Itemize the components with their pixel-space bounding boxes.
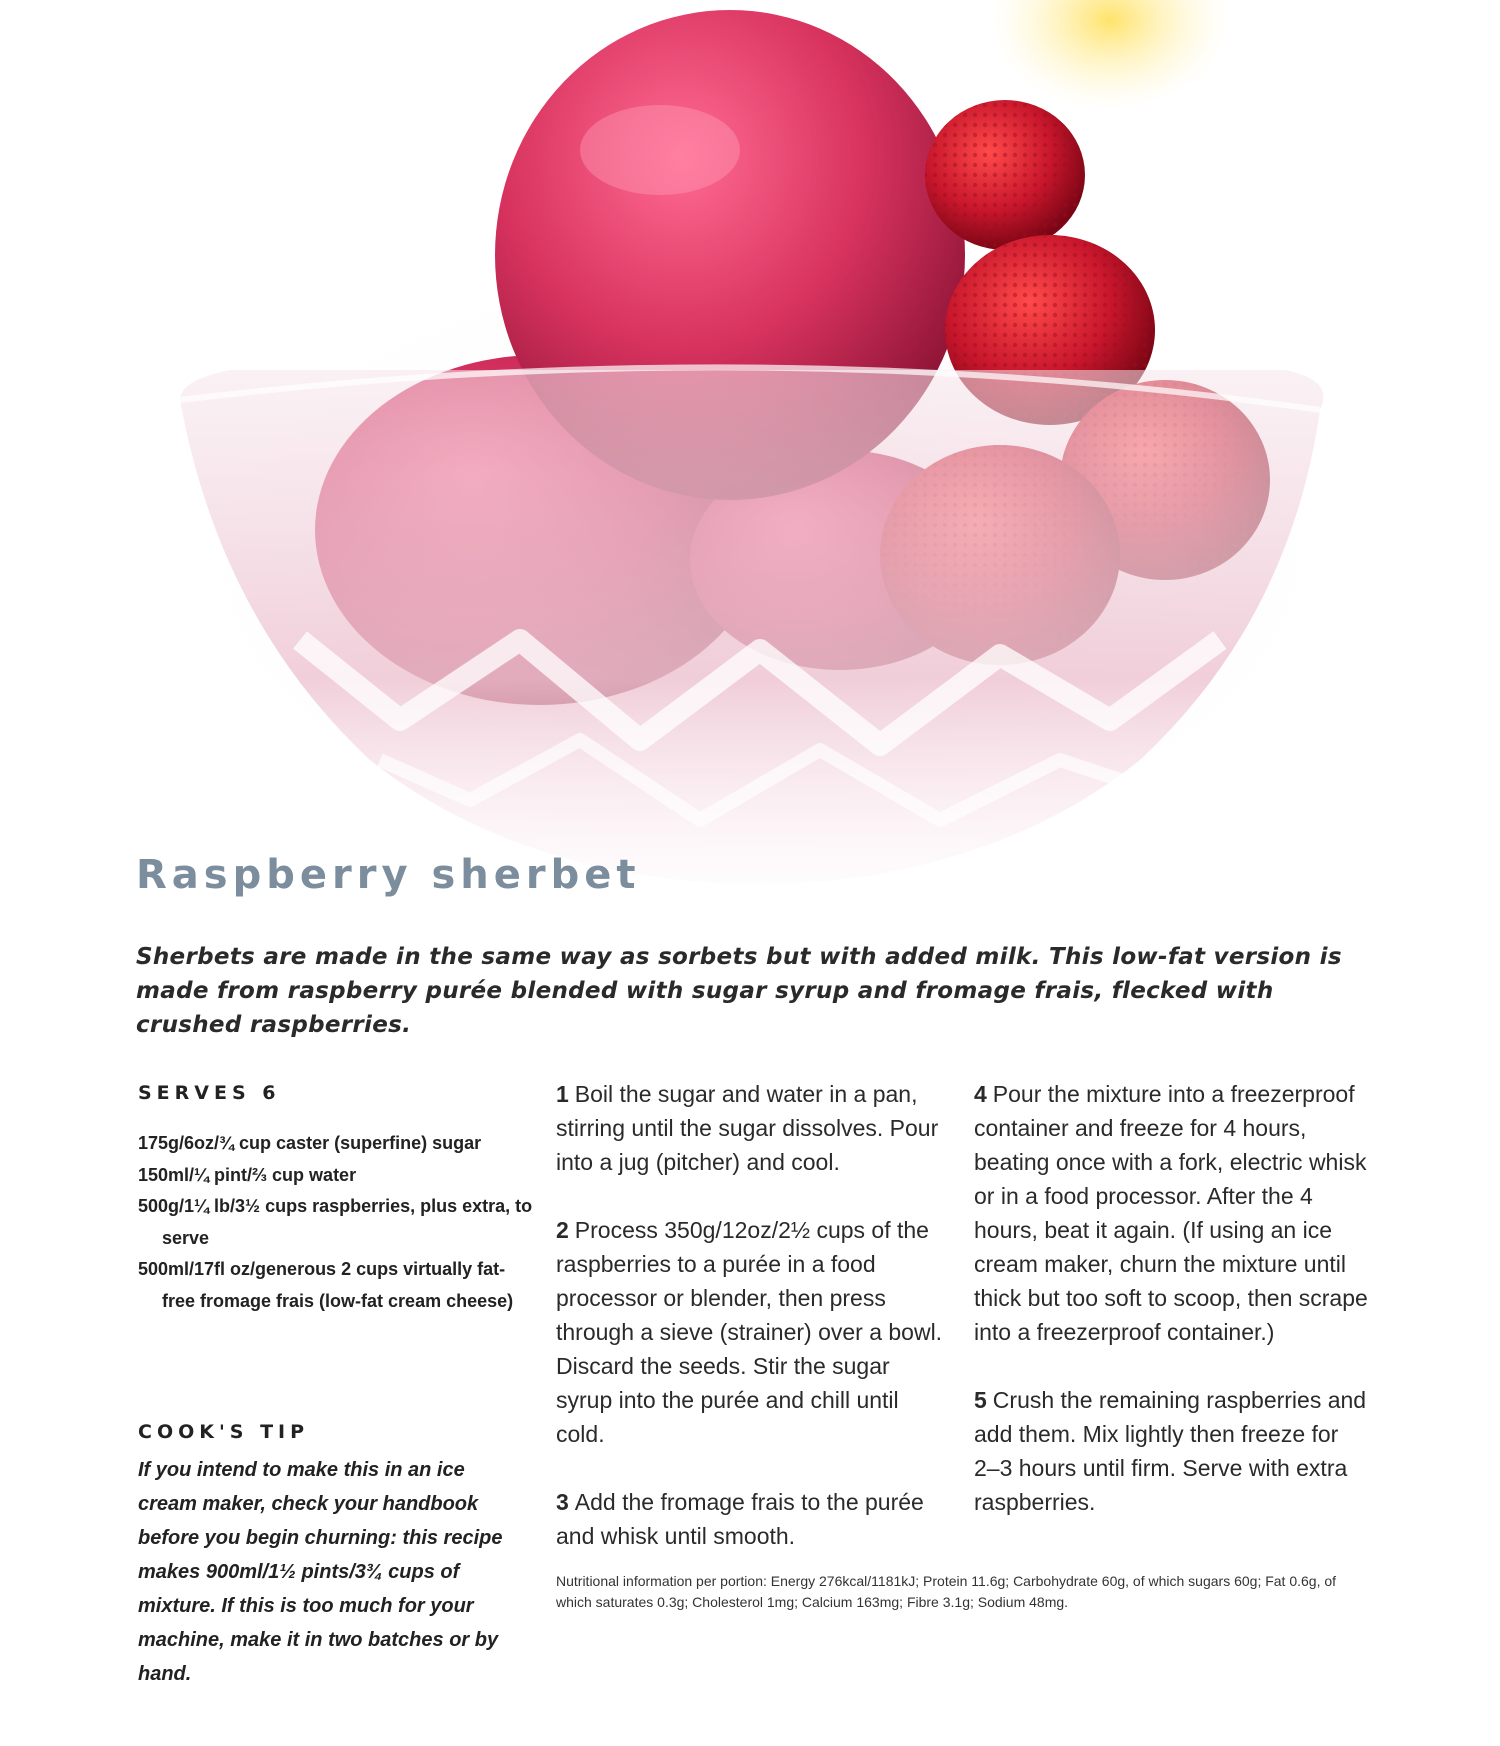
method-step	[556, 1077, 951, 1179]
step-text: Process 350g/12oz/2½ cups of the raspberries to a purée in a food processor or blender, then press through a sieve (strainer) over a bowl. Discard the seeds. Stir the sugar syrup into the purée and chill until cold.	[556, 1217, 943, 1447]
step-number: 1	[556, 1081, 569, 1107]
step-number: 5	[974, 1387, 987, 1413]
step-text: Boil the sugar and water in a pan, stirring until the sugar dissolves. Pour into a jug (pitcher) and cool.	[556, 1081, 939, 1175]
method-step	[974, 1077, 1369, 1349]
step-number: 3	[556, 1489, 569, 1515]
ingredient-item: 175g/6oz/¾ cup caster (superfine) sugar	[138, 1133, 482, 1153]
method-column-2	[974, 1077, 1369, 1553]
cooks-tip-heading: COOK'S TIP	[138, 1421, 310, 1443]
method-step	[556, 1485, 951, 1553]
method-step	[556, 1213, 951, 1451]
step-text: Add the fromage frais to the purée and whisk until smooth.	[556, 1489, 924, 1549]
ingredients-list	[138, 1128, 538, 1317]
ingredient-item: 500g/1¼ lb/3½ cups raspberries, plus extra, to serve	[138, 1196, 533, 1248]
ingredient-item: 500ml/17fl oz/generous 2 cups virtually fat-free fromage frais (low-fat cream cheese)	[138, 1259, 514, 1311]
cooks-tip-text: If you intend to make this in an ice cream maker, check your handbook before you begin churning: this recipe makes 900ml/1½ pints/3¾ cups of mixture. If this is too much for your machine, make it in two batches or by hand.	[138, 1459, 503, 1685]
recipe-intro: Sherbets are made in the same way as sorbets but with added milk. This low-fat version is made from raspberry purée blended with sugar syrup and fromage frais, flecked with crushed raspberries.	[136, 944, 1342, 1038]
serves-heading: SERVES 6	[138, 1082, 281, 1104]
method-step	[974, 1383, 1369, 1519]
method-column-1	[556, 1077, 951, 1587]
step-text: Pour the mixture into a freezerproof container and freeze for 4 hours, beating once with a fork, electric whisk or in a food processor. After the 4 hours, beat it again. (If using an ice cream maker, churn the mixture until thick but too soft to scoop, then scrape into a freezerproof container.)	[974, 1081, 1368, 1345]
recipe-title: Raspberry sherbet	[136, 852, 641, 898]
step-number: 2	[556, 1217, 569, 1243]
nutrition-info: Nutritional information per portion: Energy 276kcal/1181kJ; Protein 11.6g; Carbohydrate 60g, of which sugars 60g; Fat 0.6g, of which saturates 0.3g; Cholesterol 1mg; Calcium 163mg; Fibre 3.1g; Sodium 48mg.	[556, 1573, 1337, 1610]
step-number: 4	[974, 1081, 987, 1107]
step-text: Crush the remaining raspberries and add them. Mix lightly then freeze for 2–3 hours until firm. Serve with extra raspberries.	[974, 1387, 1367, 1515]
ingredient-item: 150ml/¼ pint/⅔ cup water	[138, 1164, 357, 1185]
